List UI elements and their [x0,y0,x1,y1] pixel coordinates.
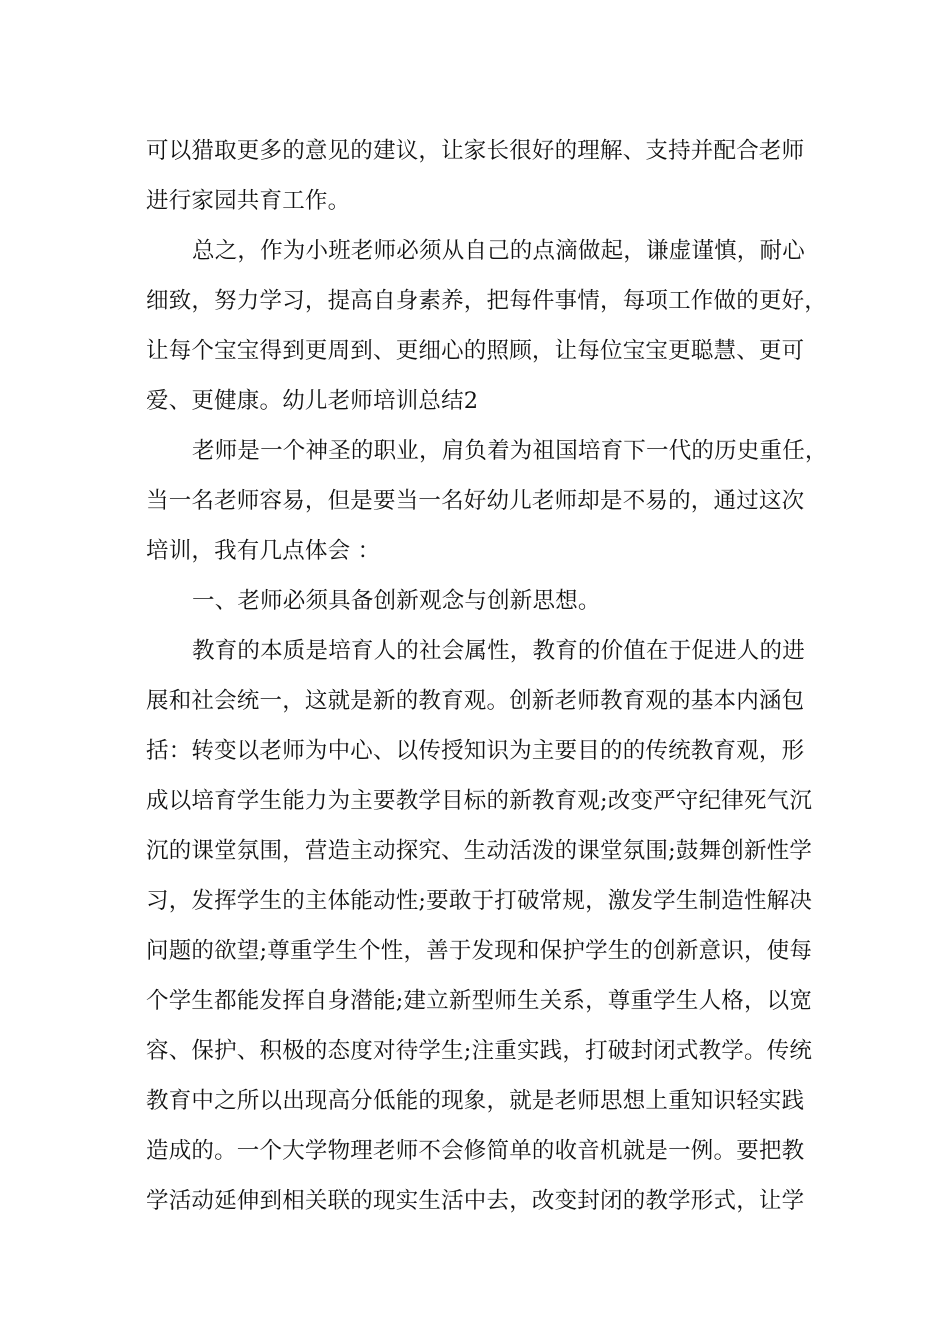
text-line: 习，发挥学生的主体能动性;要敢于打破常规，激发学生制造性解决 [146,888,813,914]
text-line: 展和社会统一，这就是新的教育观。创新老师教育观的基本内涵包 [146,688,805,714]
text-line: 括：转变以老师为中心、以传授知识为主要目的的传统教育观，形 [146,738,805,764]
paragraph-start-line: 教育的本质是培育人的社会属性，教育的价值在于促进人的进 [192,638,805,664]
text-line: 爱、更健康。幼儿老师培训总结2 [146,388,479,414]
text-line: 可以猎取更多的意见的建议，让家长很好的理解、支持并配合老师 [146,138,805,164]
text-line: 成以培育学生能力为主要教学目标的新教育观;改变严守纪律死气沉 [146,788,813,814]
body-text [146,126,836,1226]
text-line: 进行家园共育工作。 [146,188,351,214]
text-line: 教育中之所以出现高分低能的现象，就是老师思想上重知识轻实践 [146,1088,805,1114]
text-line: 细致，努力学习，提高自身素养，把每件事情，每项工作做的更好， [146,288,828,314]
section-heading: 一、老师必须具备创新观念与创新思想。 [192,588,601,614]
text-line: 个学生都能发挥自身潜能;建立新型师生关系，尊重学生人格，以宽 [146,988,813,1014]
text-line: 造成的。一个大学物理老师不会修简单的收音机就是一例。要把教 [146,1138,805,1164]
text-line: 当一名老师容易，但是要当一名好幼儿老师却是不易的，通过这次 [146,488,805,514]
text-line: 沉的课堂氛围，营造主动探究、生动活泼的课堂氛围;鼓舞创新性学 [146,838,813,864]
text-line: 问题的欲望;尊重学生个性，善于发现和保护学生的创新意识，使每 [146,938,813,964]
paragraph-start-line: 总之，作为小班老师必须从自己的点滴做起，谦虚谨慎，耐心 [192,238,805,264]
text-line: 学活动延伸到相关联的现实生活中去，改变封闭的教学形式，让学 [146,1188,805,1214]
text-line: 培训，我有几点体会 ： [146,538,381,564]
text-line: 让每个宝宝得到更周到、更细心的照顾，让每位宝宝更聪慧、更可 [146,338,805,364]
text-line: 容、保护、积极的态度对待学生;注重实践，打破封闭式教学。传统 [146,1038,813,1064]
paragraph-start-line: 老师是一个神圣的职业，肩负着为祖国培育下一代的历史重任， [192,438,828,464]
